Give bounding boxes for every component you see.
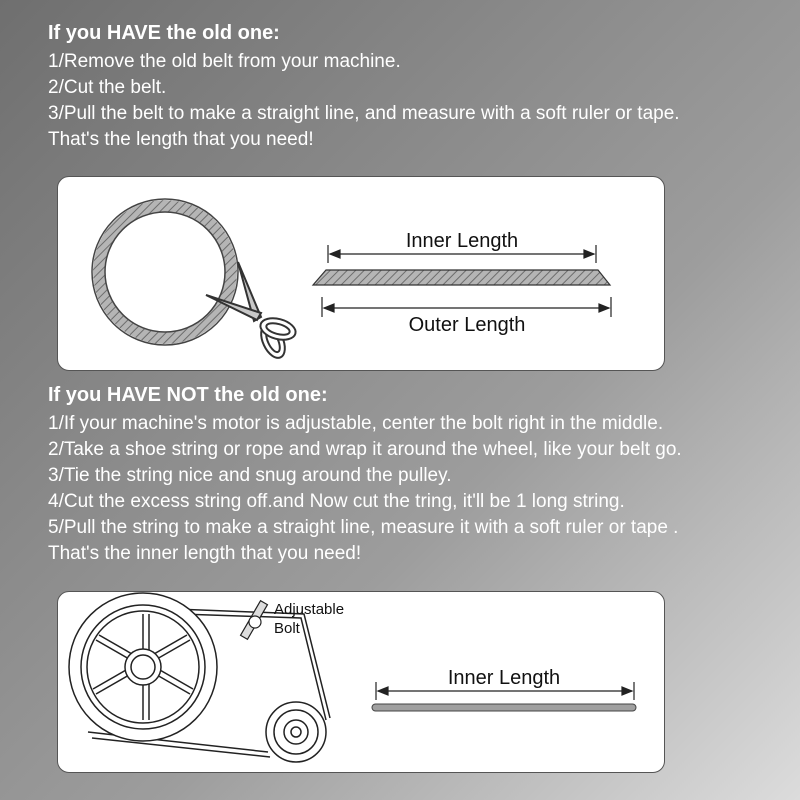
wheel-icon xyxy=(69,593,217,741)
instruction-line: 3/Pull the belt to make a straight line, and measure with a soft ruler or tape. xyxy=(48,103,680,124)
cut-belt-strip xyxy=(313,270,610,285)
bolt-icon xyxy=(241,601,268,640)
old-belt-diagram xyxy=(58,177,664,370)
instruction-line: 2/Cut the belt. xyxy=(48,77,167,98)
instruction-line: That's the inner length that you need! xyxy=(48,543,362,564)
instruction-line: 1/Remove the old belt from your machine. xyxy=(48,51,401,72)
instructions-have-old xyxy=(48,49,680,153)
instruction-line: 5/Pull the string to make a straight line, measure it with a soft ruler or tape . xyxy=(48,517,679,538)
measured-string xyxy=(372,704,636,711)
instruction-line: That's the length that you need! xyxy=(48,129,314,150)
instruction-line: 1/If your machine's motor is adjustable, center the bolt right in the middle. xyxy=(48,413,664,434)
instruction-line: 4/Cut the excess string off.and Now cut the tring, it'll be 1 long string. xyxy=(48,491,625,512)
diagram-panel-no-old-belt xyxy=(57,591,665,773)
section-title-have-old: If you HAVE the old one: xyxy=(48,22,280,44)
pulley-diagram xyxy=(58,592,664,772)
instruction-line: 2/Take a shoe string or rope and wrap it around the wheel, like your belt go. xyxy=(48,439,682,460)
diagram-panel-old-belt xyxy=(57,176,665,371)
section-title-have-not-old: If you HAVE NOT the old one: xyxy=(48,384,328,406)
adjustable-bolt-label-line2: Bolt xyxy=(274,620,300,637)
outer-length-label: Outer Length xyxy=(408,314,526,336)
inner-length-label: Inner Length xyxy=(405,230,519,252)
adjustable-bolt-label: Adjustable xyxy=(274,601,345,618)
pulley-icon xyxy=(266,702,326,762)
belt-ring-icon xyxy=(92,199,238,345)
instructions-have-not-old xyxy=(48,411,682,567)
instruction-line: 3/Tie the string nice and snug around the pulley. xyxy=(48,465,452,486)
string-inner-length-label: Inner Length xyxy=(447,667,561,689)
